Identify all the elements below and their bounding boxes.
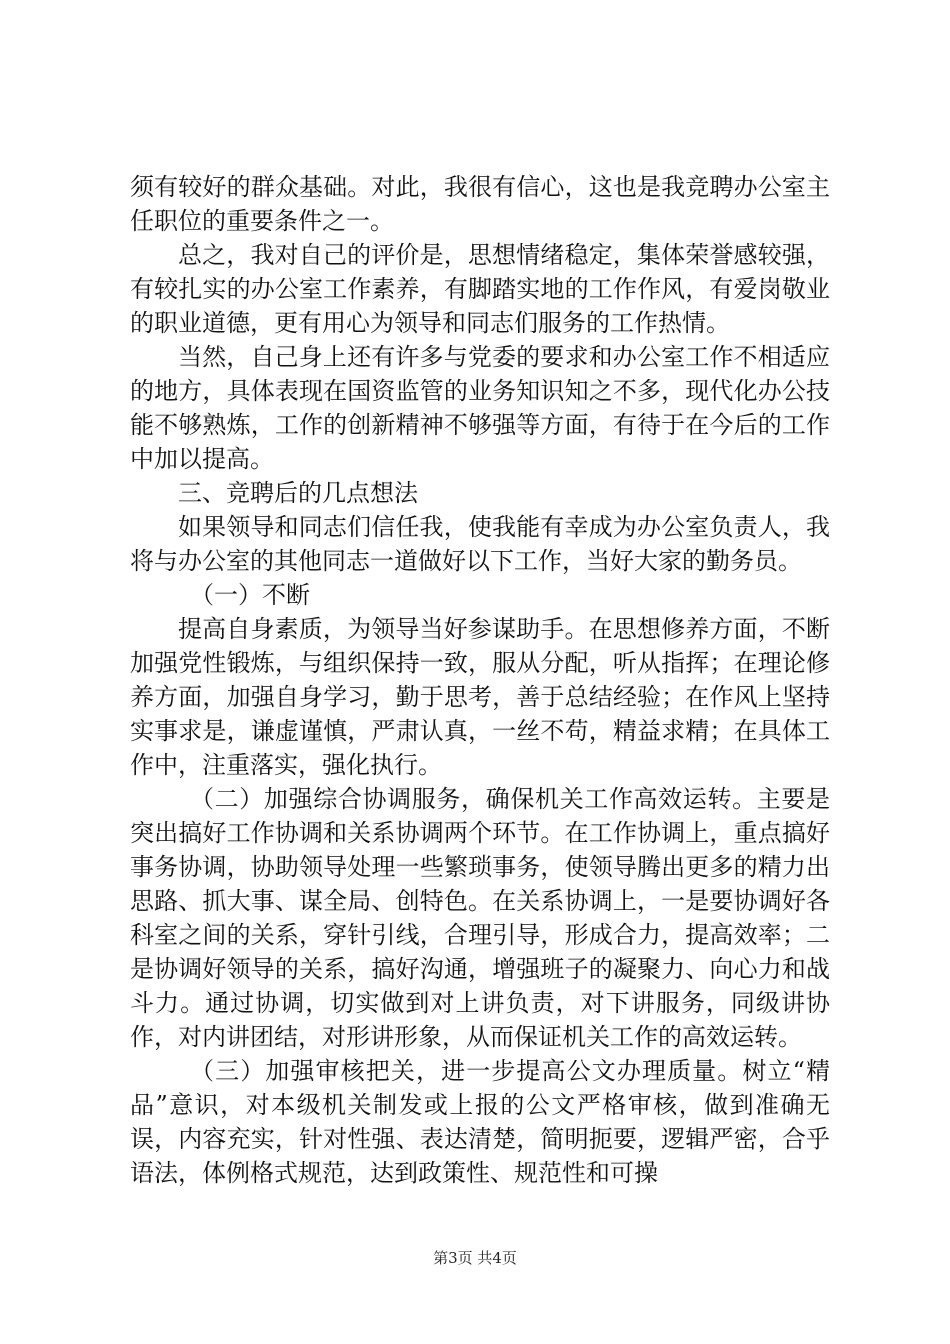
paragraph-continued: 须有较好的群众基础。对此，我很有信心，这也是我竞聘办公室主任职位的重要条件之一。 — [130, 173, 830, 235]
section-heading: 三、竞聘后的几点想法 — [178, 479, 418, 507]
page-footer: 第3页 共4页 — [433, 1249, 517, 1267]
document-body — [130, 170, 830, 1190]
paragraph-shortcomings: 当然，自己身上还有许多与党委的要求和办公室工作不相适应的地方，具体表现在国资监管的业务知识知之不多，现代化办公技能不够熟炼，工作的创新精神不够强等方面，有待于在今后的工作中加以提高。 — [130, 343, 830, 473]
subheading-one: （一）不断 — [190, 581, 310, 609]
paragraph-two: （二）加强综合协调服务，确保机关工作高效运转。主要是突出搞好工作协调和关系协调两个环节。在工作协调上，重点搞好事务协调，协助领导处理一些繁琐事务，使领导腾出更多的精力出思路、抓大事、谋全局、创特色。在关系协调上，一是要协调好各科室之间的关系，穿针引线，合理引导，形成合力，提高效率；二是协调好领导的关系，搞好沟通，增强班子的凝聚力、向心力和战斗力。通过协调，切实做到对上讲负责，对下讲服务，同级讲协作，对内讲团结，对形讲形象，从而保证机关工作的高效运转。 — [130, 785, 830, 1051]
paragraph-one: 提高自身素质，为领导当好参谋助手。在思想修养方面，不断加强党性锻炼，与组织保持一致，服从分配，听从指挥；在理论修养方面，加强自身学习，勤于思考，善于总结经验；在作风上坚持实事求是，谦虚谨慎，严肃认真，一丝不苟，精益求精；在具体工作中，注重落实，强化执行。 — [130, 615, 830, 779]
paragraph-summary: 总之，我对自己的评价是，思想情绪稳定，集体荣誉感较强，有较扎实的办公室工作素养，有脚踏实地的工作作风，有爱岗敬业的职业道德，更有用心为领导和同志们服务的工作热情。 — [130, 241, 830, 337]
paragraph-intro: 如果领导和同志们信任我，使我能有幸成为办公室负责人，我将与办公室的其他同志一道做好以下工作，当好大家的勤务员。 — [130, 513, 830, 575]
paragraph-three: （三）加强审核把关，进一步提高公文办理质量。树立“精品”意识，对本级机关制发或上报的公文严格审核，做到准确无误，内容充实，针对性强、表达清楚，简明扼要，逻辑严密，合乎语法，体例格式规范，达到政策性、规范性和可操 — [130, 1057, 830, 1187]
